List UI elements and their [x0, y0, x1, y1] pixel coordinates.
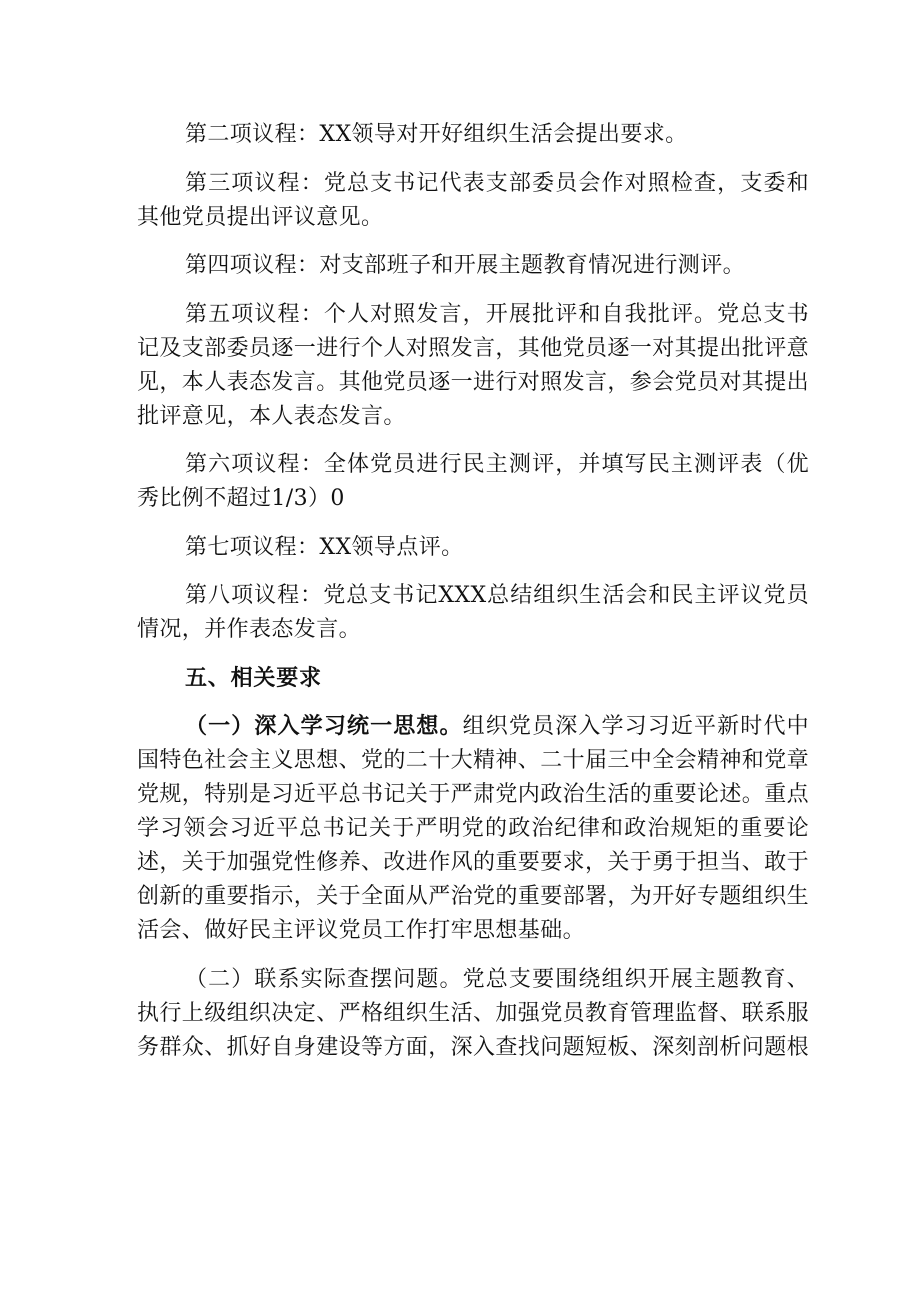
- agenda-item-5: 第五项议程：个人对照发言，开展批评和自我批评。党总支书记及支部委员逐一进行个人对照发言，其他党员逐一对其提出批评意见，本人表态发言。其他党员逐一进行对照发言，参会党员对其提出批评意见，本人表态发言。: [137, 301, 810, 429]
- agenda-item-3: 第三项议程：党总支书记代表支部委员会作对照检查，支委和其他党员提出评议意见。: [137, 170, 809, 230]
- agenda-item-4: 第四项议程：对支部班子和开展主题教育情况进行测评。: [185, 253, 746, 278]
- agenda-item-7: 第七项议程：XX领导点评。: [185, 534, 464, 560]
- requirement-1-body: 组织党员深入学习习近平新时代中国特色社会主义思想、党的二十大精神、二十届三中全会精神和党章党规，特别是习近平总书记关于严肃党内政治生活的重要论述。重点学习领会习近平总书记关于严明党的政治纪律和政治规矩的重要论述，关于加强党性修养、改进作风的重要要求，关于勇于担当、敢于创新的重要指示，关于全面从严治党的重要部署，为开好专题组织生活会、做好民主评议党员工作打牢思想基础。: [137, 714, 810, 943]
- requirement-2: [137, 963, 809, 1065]
- requirement-1: [137, 710, 809, 948]
- section-heading: 五、相关要求: [185, 665, 322, 691]
- agenda-item-6: 第六项议程：全体党员进行民主测评，并填写民主测评表（优秀比例不超过1/3）0: [137, 452, 809, 511]
- requirement-2-lead: （二）联系实际查摆问题。: [185, 966, 463, 992]
- document-page: [137, 118, 809, 1079]
- requirement-2-body: 党总支要围绕组织开展主题教育、执行上级组织决定、严格组织生活、加强党员教育管理监督、联系服务群众、抓好自身建设等方面，深入查找问题短板、深刻剖析问题根: [137, 966, 810, 1060]
- agenda-item-8: 第八项议程：党总支书记XXX总结组织生活会和民主评议党员情况，并作表态发言。: [137, 583, 809, 642]
- requirement-1-lead: （一）深入学习统一思想。: [185, 714, 463, 739]
- agenda-item-2: 第二项议程：XX领导对开好组织生活会提出要求。: [185, 122, 688, 147]
